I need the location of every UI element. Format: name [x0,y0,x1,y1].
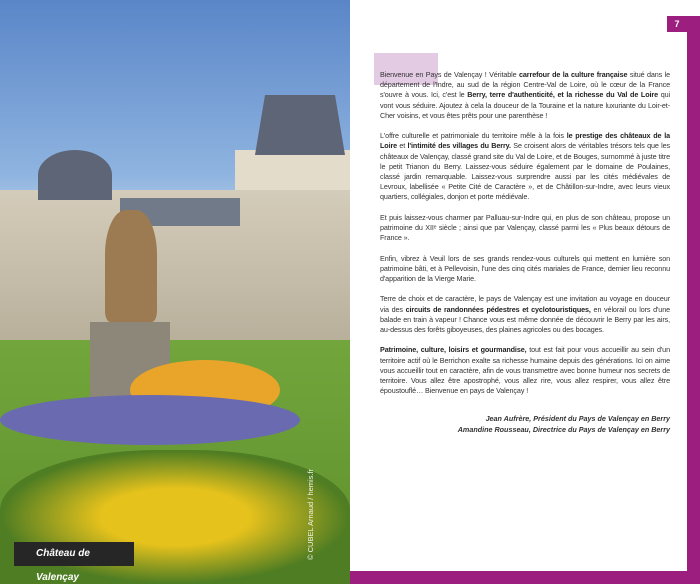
right-border-bar [687,16,700,584]
page-number: 7 [667,16,687,32]
text-run: qui vont vous séduire. Ajoutez à cela la douceur de la Touraine et la nature luxuriante du Loir-et-Cher voisins, et vous êtes prêts pour une parenthèse ! [380,90,670,120]
signatures [380,414,670,435]
chateau-roof [245,95,345,155]
text-run: en vélorail ou lors d'une balade en train à vapeur ! Chance vous est même donnée de découvrir le Berry par les airs, au-dessus des forêts giboyeuses, des plaines agricoles ou des bocages. [380,304,670,335]
photo-caption: Château de Valençay [14,542,134,566]
paragraph [380,345,670,396]
text-run: L'offre culturelle et patrimoniale du territoire mêle à la fois [380,131,567,141]
text-column [380,70,670,436]
text-run: Enfin, vibrez à Veuil lors de ses grands rendez-vous culturels qui mettent en lumière son patrimoine bâti, et à Pellevoisin, l'une des cinq cités mariales de France, dernier lieu reconnu d'apparition de la Vierge Marie. [380,253,670,284]
paragraph [380,254,670,285]
text-run: tout est fait pour vous accueillir au sein d'un territoire actif où le Berrichon exalte sa richesse humaine depuis des générations. Ici on aime vous accueillir tout en caractère, afin de vous transmettre avec bonne humeur nos secrets de territoire. Vous allez être apostrophé, vous allez rire, vous allez respirer, vous allez être époustouflé… Bienvenue en pays de Valençay ! [380,345,670,396]
highlight-text: l'intimité des villages du Berry. [407,141,511,151]
highlight-text: le prestige des châteaux de la Loire [380,131,670,151]
text-run: Bienvenue en Pays de Valençay ! Véritable [380,70,519,79]
highlight-text: carrefour de la culture française [519,70,628,79]
highlight-text: circuits de randonnées pédestres et cyclotouristiques, [405,304,591,314]
flowerbed-purple [0,395,300,445]
bottom-border-bar [350,571,687,584]
body-text [380,70,670,396]
photo-credit: © CUBEL Arnaud / hemis.fr [306,468,315,560]
paragraph [380,70,670,121]
signature-president: Jean Aufrère, Président du Pays de Valençay en Berry [485,414,670,424]
highlight-text: Berry, terre d'authenticité, et la richesse du Val de Loire [467,90,658,100]
paragraph [380,213,670,244]
highlight-text: Patrimoine, culture, loisirs et gourmandise, [380,345,527,355]
signature-director: Amandine Rousseau, Directrice du Pays de Valençay en Berry [457,425,670,435]
paragraph [380,294,670,335]
text-run: situé dans le département de l'Indre, au sud de la région Centre-Val de Loire, où le cœur de la France s'ouvre à vous. Ici, c'est le [380,70,670,100]
text-run: et [397,141,408,151]
text-run: Se croisent alors de véritables trésors tels que les châteaux de Valençay, classé grand site du Val de Loire, et de Bouges, surnommé à juste titre le petit Trianon du Berry. Laissez-vous séduire également par le domaine de Poulaines, classé jardin remarquable. Laissez-vous surprendre aussi par les cités médiévales de Levroux, labellisée « Petite Cité de Caractère », et de Châtillon-sur-Indre, avec leurs vieux quartiers, collégiales, donjon et porte médiévale. [380,141,671,202]
text-run: Et puis laissez-vous charmer par Palluau-sur-Indre qui, en plus de son château, propose un patrimoine du XIIᵉ siècle ; ainsi que par Valençay, classé parmi les « Plus beaux détours de France ». [380,212,670,243]
text-run: Terre de choix et de caractère, le pays de Valençay est une invitation au voyage en douceur via des [380,294,670,314]
statue [105,210,157,322]
paragraph [380,131,670,202]
dome [38,150,112,200]
